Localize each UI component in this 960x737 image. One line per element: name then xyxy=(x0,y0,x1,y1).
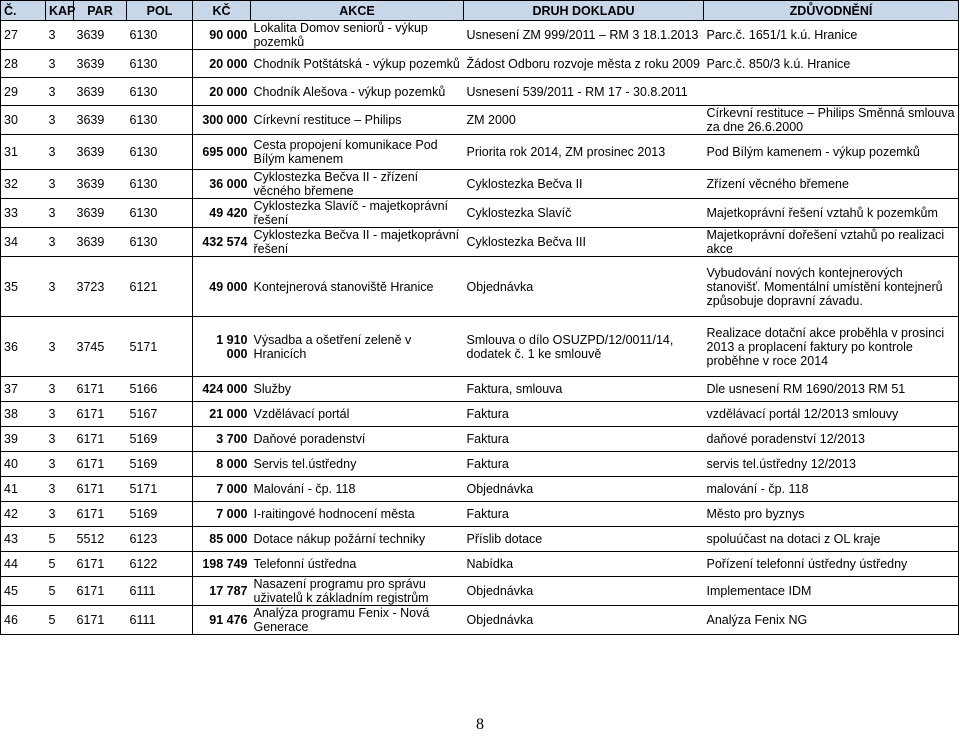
zduvodneni-cell: Analýza Fenix NG xyxy=(704,606,959,635)
table-row xyxy=(1,402,959,427)
zduvodneni-cell: spoluúčast na dotaci z OL kraje xyxy=(704,527,959,552)
row-number: 29 xyxy=(1,78,46,106)
akce-cell: Servis tel.ústředny xyxy=(251,452,464,477)
amount-cell: 198 749 xyxy=(193,552,251,577)
kap-cell: 5 xyxy=(46,527,74,552)
akce-cell: Dotace nákup požární techniky xyxy=(251,527,464,552)
zduvodneni-cell: Dle usnesení RM 1690/2013 RM 51 xyxy=(704,377,959,402)
doklad-cell: Smlouva o dílo OSUZPD/12/0011/14, dodatek č. 1 ke smlouvě xyxy=(464,317,704,377)
page-number: 8 xyxy=(476,716,484,733)
par-cell: 6171 xyxy=(74,402,127,427)
doklad-cell: Cyklostezka Slavíč xyxy=(464,199,704,228)
amount-cell: 85 000 xyxy=(193,527,251,552)
pol-cell: 6130 xyxy=(127,21,193,50)
kap-cell: 3 xyxy=(46,21,74,50)
table-row xyxy=(1,50,959,78)
zduvodneni-cell: Církevní restituce – Philips Směnná smlouva za dne 26.6.2000 xyxy=(704,106,959,135)
zduvodneni-cell: daňové poradenství 12/2013 xyxy=(704,427,959,452)
table-row xyxy=(1,502,959,527)
par-cell: 3723 xyxy=(74,257,127,317)
par-cell: 6171 xyxy=(74,606,127,635)
table-row xyxy=(1,606,959,635)
kap-cell: 3 xyxy=(46,377,74,402)
row-number: 39 xyxy=(1,427,46,452)
table-row xyxy=(1,21,959,50)
kap-cell: 3 xyxy=(46,452,74,477)
par-cell: 6171 xyxy=(74,427,127,452)
doklad-cell: Objednávka xyxy=(464,606,704,635)
zduvodneni-cell: malování - čp. 118 xyxy=(704,477,959,502)
row-number: 27 xyxy=(1,21,46,50)
pol-cell: 6130 xyxy=(127,228,193,257)
zduvodneni-cell: Parc.č. 1651/1 k.ú. Hranice xyxy=(704,21,959,50)
amount-cell: 8 000 xyxy=(193,452,251,477)
doklad-cell: Nabídka xyxy=(464,552,704,577)
header-kc: KČ xyxy=(193,1,251,21)
zduvodneni-cell: Město pro byznys xyxy=(704,502,959,527)
par-cell: 6171 xyxy=(74,502,127,527)
kap-cell: 3 xyxy=(46,199,74,228)
amount-cell: 300 000 xyxy=(193,106,251,135)
amount-cell: 21 000 xyxy=(193,402,251,427)
doklad-cell: Usnesení 539/2011 - RM 17 - 30.8.2011 xyxy=(464,78,704,106)
par-cell: 6171 xyxy=(74,552,127,577)
akce-cell: Lokalita Domov seniorů - výkup pozemků xyxy=(251,21,464,50)
akce-cell: Daňové poradenství xyxy=(251,427,464,452)
pol-cell: 6122 xyxy=(127,552,193,577)
par-cell: 3639 xyxy=(74,21,127,50)
pol-cell: 6121 xyxy=(127,257,193,317)
header-cislo: Č. xyxy=(1,1,46,21)
akce-cell: Církevní restituce – Philips xyxy=(251,106,464,135)
amount-cell: 3 700 xyxy=(193,427,251,452)
pol-cell: 6130 xyxy=(127,50,193,78)
pol-cell: 6111 xyxy=(127,606,193,635)
row-number: 46 xyxy=(1,606,46,635)
akce-cell: Malování - čp. 118 xyxy=(251,477,464,502)
table-row xyxy=(1,106,959,135)
table-row xyxy=(1,577,959,606)
table-row xyxy=(1,552,959,577)
kap-cell: 3 xyxy=(46,50,74,78)
row-number: 32 xyxy=(1,170,46,199)
pol-cell: 5171 xyxy=(127,477,193,502)
amount-cell: 49 420 xyxy=(193,199,251,228)
table-row xyxy=(1,257,959,317)
row-number: 43 xyxy=(1,527,46,552)
header-druh-dokladu: DRUH DOKLADU xyxy=(464,1,704,21)
kap-cell: 3 xyxy=(46,170,74,199)
kap-cell: 5 xyxy=(46,552,74,577)
table-row xyxy=(1,377,959,402)
zduvodneni-cell: Implementace IDM xyxy=(704,577,959,606)
table-row xyxy=(1,78,959,106)
kap-cell: 3 xyxy=(46,477,74,502)
pol-cell: 6111 xyxy=(127,577,193,606)
table-row xyxy=(1,135,959,170)
doklad-cell: Objednávka xyxy=(464,577,704,606)
akce-cell: Cyklostezka Bečva II - majetkoprávní řešení xyxy=(251,228,464,257)
table-row xyxy=(1,477,959,502)
akce-cell: Cesta propojení komunikace Pod Bílým kamenem xyxy=(251,135,464,170)
row-number: 40 xyxy=(1,452,46,477)
row-number: 41 xyxy=(1,477,46,502)
zduvodneni-cell: Pod Bílým kamenem - výkup pozemků xyxy=(704,135,959,170)
header-zduvodneni: ZDŮVODNĚNÍ xyxy=(704,1,959,21)
akce-cell: Telefonní ústředna xyxy=(251,552,464,577)
par-cell: 6171 xyxy=(74,377,127,402)
zduvodneni-cell: Zřízení věcného břemene xyxy=(704,170,959,199)
pol-cell: 6130 xyxy=(127,199,193,228)
header-par: PAR xyxy=(74,1,127,21)
kap-cell: 5 xyxy=(46,606,74,635)
amount-cell: 91 476 xyxy=(193,606,251,635)
zduvodneni-cell: Realizace dotační akce proběhla v prosinci 2013 a proplacení faktury po kontrole proběhne v roce 2014 xyxy=(704,317,959,377)
amount-cell: 7 000 xyxy=(193,502,251,527)
kap-cell: 3 xyxy=(46,228,74,257)
doklad-cell: ZM 2000 xyxy=(464,106,704,135)
header-pol: POL xyxy=(127,1,193,21)
table-body xyxy=(1,21,959,635)
amount-cell: 695 000 xyxy=(193,135,251,170)
amount-cell: 20 000 xyxy=(193,50,251,78)
row-number: 37 xyxy=(1,377,46,402)
kap-cell: 3 xyxy=(46,135,74,170)
kap-cell: 3 xyxy=(46,502,74,527)
par-cell: 3745 xyxy=(74,317,127,377)
par-cell: 6171 xyxy=(74,577,127,606)
pol-cell: 5169 xyxy=(127,502,193,527)
amount-cell: 17 787 xyxy=(193,577,251,606)
zduvodneni-cell: servis tel.ústředny 12/2013 xyxy=(704,452,959,477)
doklad-cell: Faktura xyxy=(464,402,704,427)
table-header-row xyxy=(1,1,959,21)
row-number: 36 xyxy=(1,317,46,377)
pol-cell: 5166 xyxy=(127,377,193,402)
zduvodneni-cell xyxy=(704,78,959,106)
row-number: 35 xyxy=(1,257,46,317)
zduvodneni-cell: Vybudování nových kontejnerových stanovišť. Momentální umístění kontejnerů způsobuje dopravní závadu. xyxy=(704,257,959,317)
amount-cell: 36 000 xyxy=(193,170,251,199)
par-cell: 3639 xyxy=(74,106,127,135)
row-number: 42 xyxy=(1,502,46,527)
table-row xyxy=(1,317,959,377)
table-row xyxy=(1,199,959,228)
pol-cell: 5169 xyxy=(127,452,193,477)
doklad-cell: Cyklostezka Bečva II xyxy=(464,170,704,199)
row-number: 28 xyxy=(1,50,46,78)
par-cell: 6171 xyxy=(74,477,127,502)
row-number: 45 xyxy=(1,577,46,606)
akce-cell: Chodník Potštátská - výkup pozemků xyxy=(251,50,464,78)
pol-cell: 6130 xyxy=(127,135,193,170)
table-row xyxy=(1,427,959,452)
akce-cell: Cyklostezka Bečva II - zřízení věcného břemene xyxy=(251,170,464,199)
header-kap: KAP xyxy=(46,1,74,21)
amount-cell: 424 000 xyxy=(193,377,251,402)
doklad-cell: Žádost Odboru rozvoje města z roku 2009 xyxy=(464,50,704,78)
akce-cell: Analýza programu Fenix - Nová Generace xyxy=(251,606,464,635)
doklad-cell: Faktura xyxy=(464,452,704,477)
zduvodneni-cell: vzdělávací portál 12/2013 smlouvy xyxy=(704,402,959,427)
amount-cell: 20 000 xyxy=(193,78,251,106)
amount-cell: 7 000 xyxy=(193,477,251,502)
par-cell: 3639 xyxy=(74,78,127,106)
header-akce: AKCE xyxy=(251,1,464,21)
akce-cell: Výsadba a ošetření zeleně v Hranicích xyxy=(251,317,464,377)
amount-cell: 49 000 xyxy=(193,257,251,317)
kap-cell: 3 xyxy=(46,402,74,427)
akce-cell: Vzdělávací portál xyxy=(251,402,464,427)
doklad-cell: Faktura xyxy=(464,427,704,452)
pol-cell: 5169 xyxy=(127,427,193,452)
pol-cell: 5167 xyxy=(127,402,193,427)
kap-cell: 5 xyxy=(46,577,74,606)
pol-cell: 6130 xyxy=(127,170,193,199)
doklad-cell: Faktura, smlouva xyxy=(464,377,704,402)
akce-cell: I-raitingové hodnocení města xyxy=(251,502,464,527)
row-number: 33 xyxy=(1,199,46,228)
pol-cell: 6130 xyxy=(127,78,193,106)
doklad-cell: Usnesení ZM 999/2011 – RM 3 18.1.2013 xyxy=(464,21,704,50)
doklad-cell: Příslib dotace xyxy=(464,527,704,552)
table-row xyxy=(1,228,959,257)
table-row xyxy=(1,170,959,199)
par-cell: 3639 xyxy=(74,50,127,78)
par-cell: 3639 xyxy=(74,228,127,257)
par-cell: 3639 xyxy=(74,170,127,199)
akce-cell: Kontejnerová stanoviště Hranice xyxy=(251,257,464,317)
kap-cell: 3 xyxy=(46,257,74,317)
doklad-cell: Objednávka xyxy=(464,257,704,317)
kap-cell: 3 xyxy=(46,78,74,106)
doklad-cell: Objednávka xyxy=(464,477,704,502)
amount-cell: 90 000 xyxy=(193,21,251,50)
kap-cell: 3 xyxy=(46,427,74,452)
zduvodneni-cell: Parc.č. 850/3 k.ú. Hranice xyxy=(704,50,959,78)
table-row xyxy=(1,452,959,477)
akce-cell: Chodník Alešova - výkup pozemků xyxy=(251,78,464,106)
table-row xyxy=(1,527,959,552)
akce-cell: Cyklostezka Slavíč - majetkoprávní řešení xyxy=(251,199,464,228)
row-number: 31 xyxy=(1,135,46,170)
row-number: 30 xyxy=(1,106,46,135)
doklad-cell: Priorita rok 2014, ZM prosinec 2013 xyxy=(464,135,704,170)
zduvodneni-cell: Majetkoprávní řešení vztahů k pozemkům xyxy=(704,199,959,228)
par-cell: 3639 xyxy=(74,135,127,170)
par-cell: 3639 xyxy=(74,199,127,228)
kap-cell: 3 xyxy=(46,317,74,377)
par-cell: 6171 xyxy=(74,452,127,477)
akce-cell: Služby xyxy=(251,377,464,402)
par-cell: 5512 xyxy=(74,527,127,552)
row-number: 44 xyxy=(1,552,46,577)
pol-cell: 6123 xyxy=(127,527,193,552)
akce-cell: Nasazení programu pro správu uživatelů k základním registrům xyxy=(251,577,464,606)
row-number: 38 xyxy=(1,402,46,427)
zduvodneni-cell: Pořízení telefonní ústředny ústředny xyxy=(704,552,959,577)
doklad-cell: Cyklostezka Bečva III xyxy=(464,228,704,257)
kap-cell: 3 xyxy=(46,106,74,135)
amount-cell: 1 910 000 xyxy=(193,317,251,377)
amount-cell: 432 574 xyxy=(193,228,251,257)
doklad-cell: Faktura xyxy=(464,502,704,527)
pol-cell: 6130 xyxy=(127,106,193,135)
pol-cell: 5171 xyxy=(127,317,193,377)
row-number: 34 xyxy=(1,228,46,257)
zduvodneni-cell: Majetkoprávní dořešení vztahů po realizaci akce xyxy=(704,228,959,257)
